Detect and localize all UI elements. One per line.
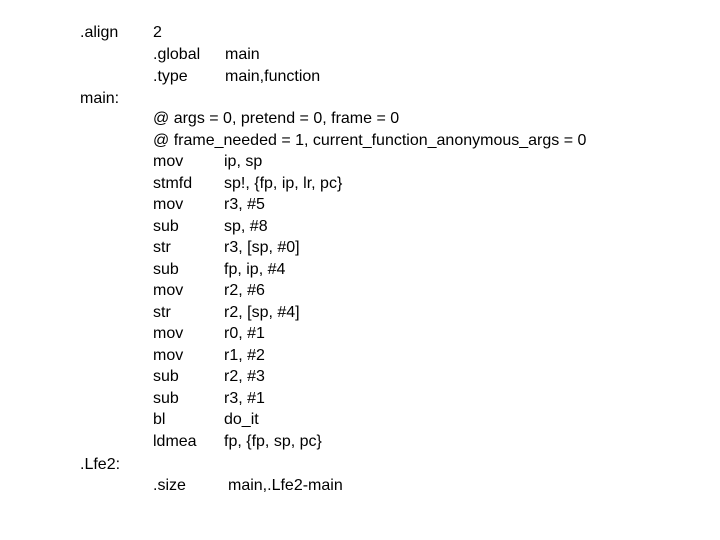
operands: r2, #6 bbox=[224, 282, 265, 299]
label-lfe2: .Lfe2: bbox=[80, 456, 121, 473]
operands: r2, [sp, #4] bbox=[224, 303, 300, 321]
operands: sp, #8 bbox=[224, 217, 268, 235]
operands: main,.Lfe2-main bbox=[228, 477, 343, 494]
opcode: mov bbox=[153, 153, 184, 170]
opcode: .size bbox=[153, 477, 186, 494]
opcode: bl bbox=[153, 411, 166, 428]
opcode: sub bbox=[153, 260, 179, 278]
opcode: str bbox=[153, 239, 171, 256]
operands: fp, ip, #4 bbox=[224, 260, 286, 278]
opcode: .global bbox=[153, 46, 201, 63]
comment-line: @ frame_needed = 1, current_function_anonymous_args = 0 bbox=[153, 131, 587, 149]
comment-line: @ args = 0, pretend = 0, frame = 0 bbox=[153, 110, 400, 127]
operands: sp!, {fp, ip, lr, pc} bbox=[224, 174, 343, 192]
opcode: 2 bbox=[153, 24, 162, 41]
opcode: sub bbox=[153, 389, 179, 407]
operands: r3, #1 bbox=[224, 389, 265, 407]
label-align: .align bbox=[80, 24, 119, 41]
opcode: mov bbox=[153, 325, 184, 342]
operands: main,function bbox=[225, 68, 321, 85]
operands: main bbox=[225, 46, 260, 63]
operands: do_it bbox=[224, 411, 259, 428]
operands: fp, {fp, sp, pc} bbox=[224, 432, 322, 450]
operands: r1, #2 bbox=[224, 346, 265, 364]
opcode: sub bbox=[153, 368, 179, 385]
opcode: sub bbox=[153, 217, 179, 235]
opcode: mov bbox=[153, 282, 184, 299]
operands: r0, #1 bbox=[224, 325, 265, 342]
operands: r3, [sp, #0] bbox=[224, 239, 300, 256]
opcode: stmfd bbox=[153, 174, 193, 192]
operands: r2, #3 bbox=[224, 368, 265, 385]
opcode: mov bbox=[153, 196, 184, 213]
opcode: str bbox=[153, 303, 171, 321]
opcode: mov bbox=[153, 346, 184, 364]
operands: ip, sp bbox=[224, 153, 263, 170]
opcode: .type bbox=[153, 68, 188, 85]
label-main: main: bbox=[80, 90, 120, 107]
opcode: ldmea bbox=[153, 432, 197, 450]
operands: r3, #5 bbox=[224, 196, 265, 213]
